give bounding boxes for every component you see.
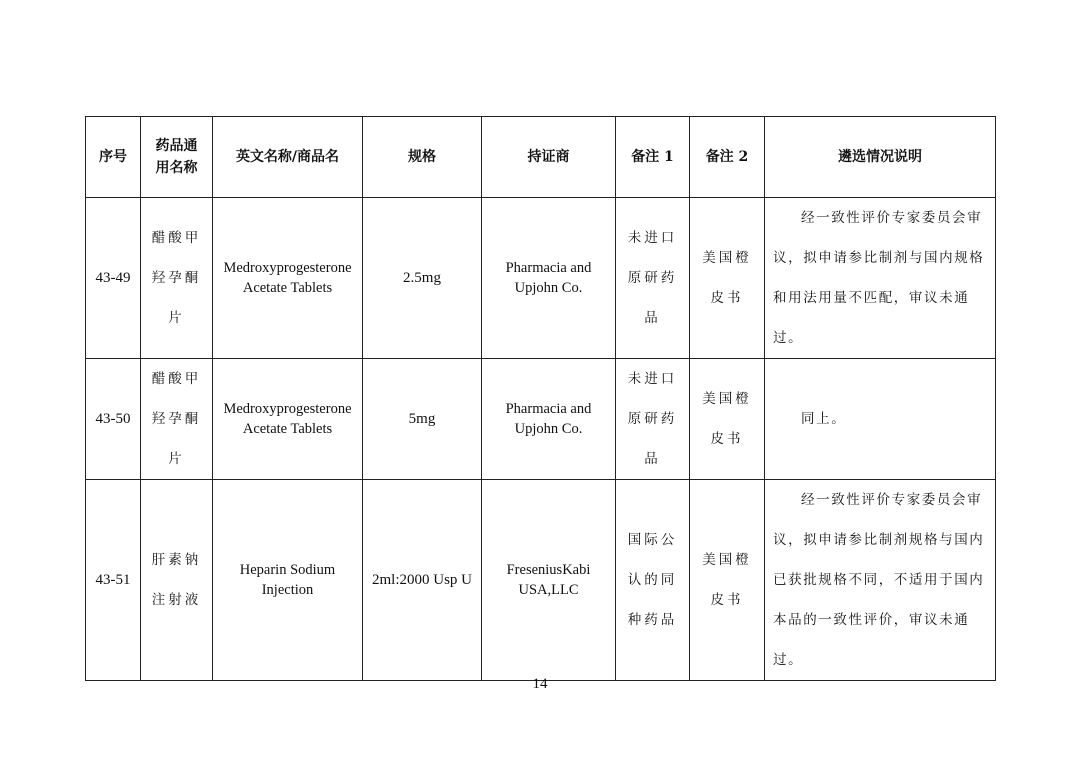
- generic-line: 羟孕酮: [151, 270, 202, 286]
- table-row: [86, 480, 996, 681]
- holder-line: Upjohn Co.: [514, 280, 583, 296]
- holder-line: Pharmacia and: [505, 260, 592, 276]
- remark1-line: 原研药: [627, 411, 678, 427]
- row-holder: [482, 359, 616, 480]
- header-english-name: 英文名称/商品名: [213, 117, 363, 198]
- remark1-line: 品: [644, 451, 661, 467]
- generic-line: 注射液: [151, 592, 202, 608]
- remark1-line: 认的同: [627, 572, 678, 588]
- holder-line: USA,LLC: [518, 582, 579, 598]
- drug-table: [85, 116, 996, 681]
- note-line: 经一致性评价专家委员会审: [801, 210, 983, 226]
- note-line: 已获批规格不同，不适用于国内: [773, 572, 985, 588]
- english-line: Medroxyprogesterone: [223, 260, 352, 276]
- remark2-line: 皮书: [710, 290, 744, 306]
- row-remark1: [616, 359, 690, 480]
- generic-line: 片: [168, 310, 185, 326]
- row-generic-name: [141, 359, 213, 480]
- row-english-name: [213, 198, 363, 359]
- header-selection-note: 遴选情况说明: [765, 117, 996, 198]
- header-holder: 持证商: [482, 117, 616, 198]
- english-line: Medroxyprogesterone: [223, 401, 352, 417]
- row-holder: [482, 480, 616, 681]
- page-number: 14: [532, 676, 548, 692]
- row-spec: 5mg: [363, 359, 482, 480]
- table-row: [86, 359, 996, 480]
- row-remark1: [616, 480, 690, 681]
- note-line: 经一致性评价专家委员会审: [801, 492, 983, 508]
- row-no: 43-51: [86, 480, 141, 681]
- english-line: Acetate Tablets: [242, 280, 333, 296]
- row-generic-name: [141, 198, 213, 359]
- remark2-line: 美国橙: [702, 552, 752, 568]
- row-selection-note: [765, 198, 996, 359]
- header-remark2: 备注 2: [690, 117, 765, 198]
- english-line: Acetate Tablets: [242, 421, 333, 437]
- generic-line: 醋酸甲: [151, 230, 202, 246]
- note-line: 和用法用量不匹配，审议未通过。: [773, 290, 970, 346]
- generic-line: 醋酸甲: [151, 371, 202, 387]
- row-remark1: [616, 198, 690, 359]
- remark1-line: 种药品: [627, 612, 678, 628]
- row-holder: [482, 198, 616, 359]
- remark2-line: 皮书: [710, 431, 744, 447]
- remark2-line: 皮书: [710, 592, 744, 608]
- row-spec: 2.5mg: [363, 198, 482, 359]
- row-english-name: [213, 359, 363, 480]
- note-line: 本品的一致性评价，审议未通过。: [773, 612, 970, 668]
- row-remark2: [690, 480, 765, 681]
- generic-line: 羟孕酮: [151, 411, 202, 427]
- generic-line: 片: [168, 451, 185, 467]
- remark1-line: 未进口: [627, 230, 678, 246]
- remark1-line: 原研药: [627, 270, 678, 286]
- row-selection-note: [765, 480, 996, 681]
- row-remark2: [690, 359, 765, 480]
- note-line: 议，拟申请参比制剂与国内规格: [773, 250, 985, 266]
- english-line: Injection: [261, 582, 314, 598]
- header-generic-line2: 用名称: [155, 160, 198, 176]
- row-no: 43-49: [86, 198, 141, 359]
- holder-line: Pharmacia and: [505, 401, 592, 417]
- row-generic-name: [141, 480, 213, 681]
- english-line: Heparin Sodium: [239, 562, 336, 578]
- holder-line: Upjohn Co.: [514, 421, 583, 437]
- row-no: 43-50: [86, 359, 141, 480]
- header-no: 序号: [86, 117, 141, 198]
- header-generic-line1: 药品通: [155, 138, 198, 154]
- generic-line: 肝素钠: [151, 552, 202, 568]
- remark2-line: 美国橙: [702, 391, 752, 407]
- note-line: 同上。: [801, 411, 847, 427]
- header-row: [86, 117, 996, 198]
- remark1-line: 品: [644, 310, 661, 326]
- remark2-line: 美国橙: [702, 250, 752, 266]
- remark1-line: 未进口: [627, 371, 678, 387]
- table-row: [86, 198, 996, 359]
- remark1-line: 国际公: [627, 532, 678, 548]
- holder-line: FreseniusKabi: [506, 562, 591, 578]
- note-line: 议，拟申请参比制剂规格与国内: [773, 532, 985, 548]
- row-spec: 2ml:2000 Usp U: [363, 480, 482, 681]
- row-remark2: [690, 198, 765, 359]
- row-english-name: [213, 480, 363, 681]
- header-remark1: 备注 1: [616, 117, 690, 198]
- header-generic-name: [141, 117, 213, 198]
- header-spec: 规格: [363, 117, 482, 198]
- row-selection-note: [765, 359, 996, 480]
